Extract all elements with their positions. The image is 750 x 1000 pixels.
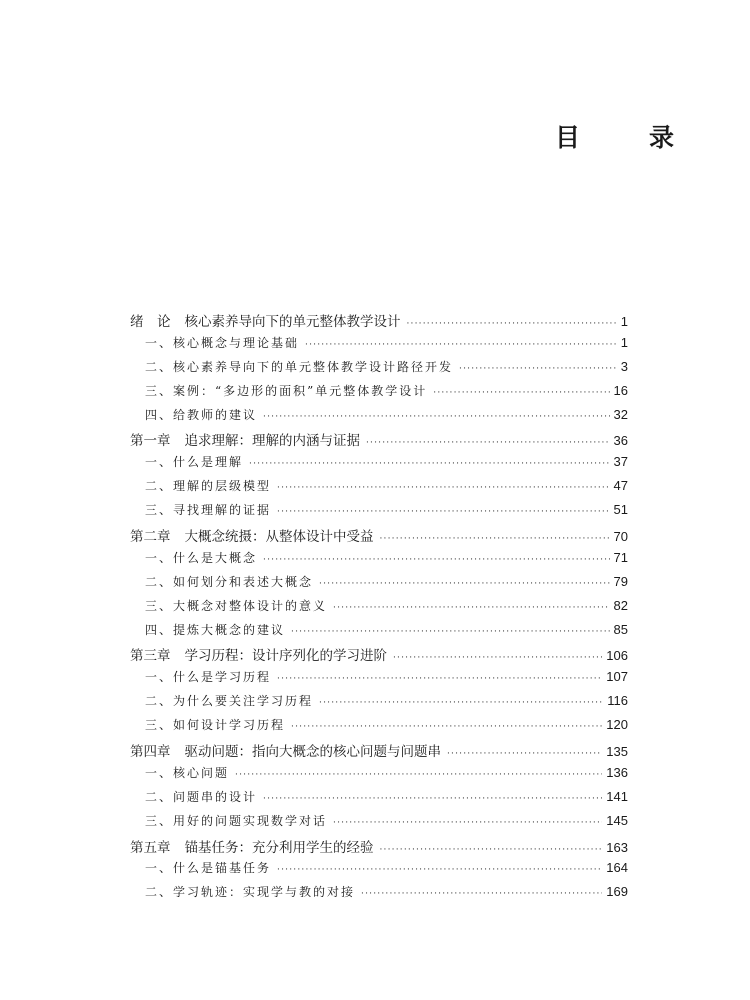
dot-leader bbox=[263, 555, 610, 565]
dot-leader bbox=[235, 770, 602, 780]
chapter-number: 第三章 bbox=[130, 648, 171, 665]
toc-entry-label bbox=[130, 310, 401, 330]
entry-title: 一、核心概念与理论基础 bbox=[145, 335, 300, 350]
entry-title: 三、如何设计学习历程 bbox=[145, 718, 286, 733]
toc-entry-label bbox=[145, 788, 257, 805]
entry-title: 二、如何划分和表述大概念 bbox=[145, 574, 314, 589]
dot-leader bbox=[319, 698, 603, 708]
chapter-number: 第二章 bbox=[130, 529, 171, 546]
dot-leader bbox=[291, 722, 602, 732]
page-number: 135 bbox=[606, 744, 628, 760]
toc-entry-section[interactable] bbox=[130, 382, 628, 406]
toc-entry-section[interactable] bbox=[130, 453, 628, 477]
toc-entry-section[interactable] bbox=[130, 812, 628, 836]
page-number: 79 bbox=[613, 573, 628, 589]
entry-title: 核心素养导向下的单元整体教学设计 bbox=[184, 314, 401, 330]
dot-leader bbox=[380, 845, 603, 855]
page-number: 1 bbox=[620, 314, 628, 329]
toc-entry-label bbox=[145, 406, 257, 423]
entry-title: 驱动问题：指向大概念的核心问题与问题串 bbox=[184, 744, 441, 761]
dot-leader bbox=[277, 507, 610, 517]
chapter-number: 绪 论 bbox=[130, 314, 171, 330]
chapter-number: 第四章 bbox=[130, 744, 171, 761]
page-number: 106 bbox=[606, 648, 628, 664]
toc-entry-section[interactable] bbox=[130, 501, 628, 525]
page-number: 32 bbox=[613, 406, 628, 422]
dot-leader bbox=[305, 340, 617, 350]
toc-entry-label bbox=[145, 764, 229, 781]
toc-entry-label bbox=[145, 668, 271, 685]
page-number: 145 bbox=[606, 812, 628, 828]
dot-leader bbox=[333, 818, 602, 828]
toc-entry-section[interactable] bbox=[130, 334, 628, 358]
dot-leader bbox=[319, 579, 610, 589]
page-number: 37 bbox=[613, 454, 628, 470]
entry-title: 二、核心素养导向下的单元整体教学设计路径开发 bbox=[145, 359, 454, 374]
table-of-contents bbox=[130, 310, 628, 907]
toc-entry-label bbox=[145, 549, 257, 566]
entry-title: 三、大概念对整体设计的意义 bbox=[145, 598, 328, 613]
entry-title: 一、什么是理解 bbox=[145, 455, 244, 470]
dot-leader bbox=[361, 889, 602, 899]
dot-leader bbox=[277, 865, 602, 875]
toc-entry-section[interactable] bbox=[130, 597, 628, 621]
toc-entry-label bbox=[145, 453, 243, 470]
dot-leader bbox=[393, 653, 602, 663]
toc-entry-label bbox=[145, 883, 355, 900]
entry-title: 三、寻找理解的证据 bbox=[145, 503, 272, 518]
toc-entry-chapter[interactable] bbox=[130, 429, 628, 453]
toc-entry-section[interactable] bbox=[130, 883, 628, 907]
page-number: 70 bbox=[613, 529, 628, 545]
page-number: 82 bbox=[613, 597, 628, 613]
toc-entry-section[interactable] bbox=[130, 549, 628, 573]
toc-entry-section[interactable] bbox=[130, 406, 628, 430]
toc-entry-section[interactable] bbox=[130, 621, 628, 645]
toc-entry-label bbox=[145, 573, 313, 590]
page-title: 目 录 bbox=[555, 123, 697, 152]
toc-entry-section[interactable] bbox=[130, 788, 628, 812]
page-number: 47 bbox=[613, 478, 628, 494]
dot-leader bbox=[433, 388, 609, 398]
page-number: 120 bbox=[606, 717, 628, 733]
toc-entry-label bbox=[145, 477, 271, 494]
page-number: 51 bbox=[613, 502, 628, 518]
toc-entry-label bbox=[145, 358, 453, 375]
entry-title: 学习历程：设计序列化的学习进阶 bbox=[184, 648, 387, 665]
toc-entry-label bbox=[145, 716, 285, 733]
dot-leader bbox=[380, 534, 610, 544]
dot-leader bbox=[263, 794, 602, 804]
toc-entry-section[interactable] bbox=[130, 692, 628, 716]
page-number: 16 bbox=[613, 382, 628, 398]
toc-entry-section[interactable] bbox=[130, 716, 628, 740]
dot-leader bbox=[249, 459, 610, 469]
page-number: 3 bbox=[620, 358, 628, 374]
dot-leader bbox=[277, 483, 610, 493]
chapter-number: 第五章 bbox=[130, 839, 171, 856]
entry-title: 二、理解的层级模型 bbox=[145, 479, 272, 494]
entry-title: 一、什么是学习历程 bbox=[145, 670, 272, 685]
chapter-number: 第一章 bbox=[130, 433, 171, 450]
toc-entry-label bbox=[130, 644, 387, 664]
page-number: 85 bbox=[613, 621, 628, 637]
entry-title: 大概念统摄：从整体设计中受益 bbox=[184, 529, 374, 546]
page-number: 163 bbox=[606, 839, 628, 855]
entry-title: 二、问题串的设计 bbox=[145, 789, 258, 804]
toc-entry-label bbox=[130, 429, 360, 449]
entry-title: 一、什么是锚基任务 bbox=[145, 861, 272, 876]
toc-entry-chapter[interactable] bbox=[130, 310, 628, 334]
page-number: 107 bbox=[606, 669, 628, 685]
toc-entry-label bbox=[145, 812, 327, 829]
page-number: 169 bbox=[606, 884, 628, 900]
entry-title: 四、提炼大概念的建议 bbox=[145, 622, 286, 637]
dot-leader bbox=[407, 319, 617, 329]
toc-entry-chapter[interactable] bbox=[130, 525, 628, 549]
toc-entry-section[interactable] bbox=[130, 668, 628, 692]
dot-leader bbox=[447, 749, 602, 759]
toc-entry-chapter[interactable] bbox=[130, 644, 628, 668]
entry-title: 一、什么是大概念 bbox=[145, 550, 258, 565]
entry-title: 三、用好的问题实现数学对话 bbox=[145, 813, 328, 828]
dot-leader bbox=[263, 412, 610, 422]
page-number: 141 bbox=[606, 788, 628, 804]
page-number: 36 bbox=[613, 433, 628, 449]
toc-entry-label bbox=[145, 597, 327, 614]
toc-entry-label bbox=[145, 501, 271, 518]
dot-leader bbox=[366, 438, 610, 448]
entry-title: 四、给教师的建议 bbox=[145, 407, 258, 422]
page-number: 1 bbox=[620, 334, 628, 350]
toc-entry-section[interactable] bbox=[130, 477, 628, 501]
toc-entry-section[interactable] bbox=[130, 859, 628, 883]
toc-entry-label bbox=[145, 859, 271, 876]
toc-entry-chapter[interactable] bbox=[130, 740, 628, 764]
entry-title: 追求理解：理解的内涵与证据 bbox=[184, 433, 360, 450]
toc-entry-label bbox=[145, 382, 427, 399]
entry-title: 三、案例：“多边形的面积”单元整体教学设计 bbox=[145, 383, 428, 398]
dot-leader bbox=[291, 627, 610, 637]
entry-title: 二、学习轨迹：实现学与教的对接 bbox=[145, 885, 356, 900]
toc-entry-label bbox=[130, 836, 374, 856]
dot-leader bbox=[333, 603, 610, 613]
entry-title: 二、为什么要关注学习历程 bbox=[145, 694, 314, 709]
page-number: 116 bbox=[607, 693, 628, 709]
dot-leader bbox=[459, 364, 617, 374]
toc-entry-label bbox=[130, 740, 441, 760]
toc-entry-label bbox=[145, 692, 313, 709]
toc-entry-section[interactable] bbox=[130, 764, 628, 788]
dot-leader bbox=[277, 674, 602, 684]
page-number: 71 bbox=[613, 549, 628, 565]
toc-entry-chapter[interactable] bbox=[130, 836, 628, 860]
toc-entry-label bbox=[145, 334, 299, 351]
page-number: 164 bbox=[606, 860, 628, 876]
toc-entry-label bbox=[130, 525, 374, 545]
entry-title: 一、核心问题 bbox=[145, 765, 230, 780]
entry-title: 锚基任务：充分利用学生的经验 bbox=[184, 839, 374, 856]
toc-entry-section[interactable] bbox=[130, 573, 628, 597]
toc-entry-section[interactable] bbox=[130, 358, 628, 382]
toc-entry-label bbox=[145, 621, 285, 638]
page-number: 136 bbox=[606, 764, 628, 780]
